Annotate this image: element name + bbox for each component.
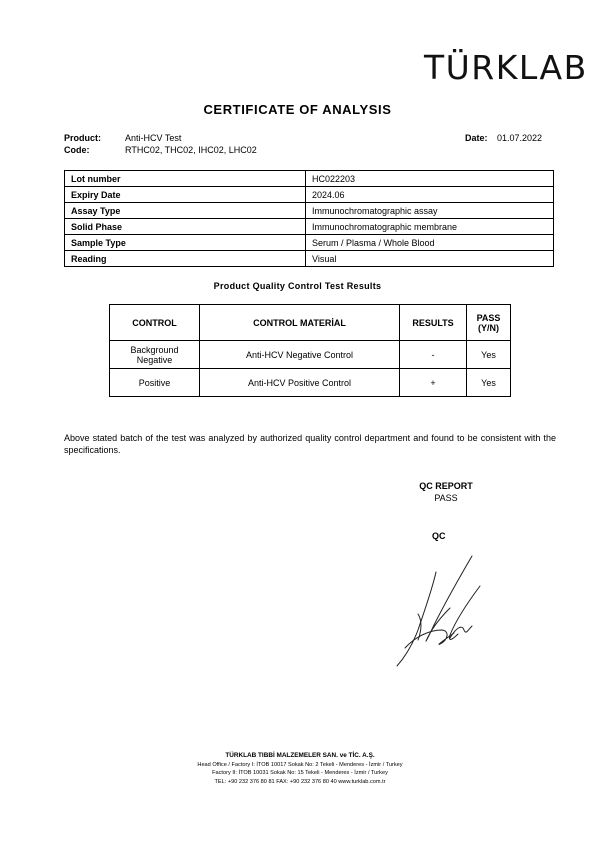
column-header-results: RESULTS bbox=[400, 305, 467, 341]
column-header-control: CONTROL bbox=[110, 305, 200, 341]
material-cell: Anti-HCV Positive Control bbox=[200, 369, 400, 397]
footer-contact: TEL: +90 232 376 80 81 FAX: +90 232 376 80 40 www.turklab.com.tr bbox=[214, 778, 386, 785]
info-label: Expiry Date bbox=[65, 187, 306, 203]
date-value: 01.07.2022 bbox=[497, 133, 543, 143]
pass-cell: Yes bbox=[467, 341, 511, 369]
result-cell: + bbox=[400, 369, 467, 397]
control-cell bbox=[110, 341, 200, 369]
turklab-logo: TÜRKLAB bbox=[424, 48, 588, 87]
info-label: Sample Type bbox=[65, 235, 306, 251]
info-value: Immunochromatographic assay bbox=[306, 203, 554, 219]
control-cell: Positive bbox=[110, 369, 200, 397]
info-label: Solid Phase bbox=[65, 219, 306, 235]
page-title: CERTIFICATE OF ANALYSIS bbox=[203, 102, 392, 117]
info-value: 2024.06 bbox=[306, 187, 554, 203]
product-value: Anti-HCV Test bbox=[125, 133, 182, 143]
qc-label: QC bbox=[432, 531, 446, 541]
info-value: Visual bbox=[306, 251, 554, 267]
table-row bbox=[65, 235, 554, 251]
table-row bbox=[110, 341, 511, 369]
statement-paragraph: Above stated batch of the test was analyzed by authorized quality control department and found to be consistent with the specifications. bbox=[64, 433, 556, 455]
material-cell: Anti-HCV Negative Control bbox=[200, 341, 400, 369]
info-value: HC022203 bbox=[306, 171, 554, 187]
info-label: Assay Type bbox=[65, 203, 306, 219]
footer-address-2: Factory II: İTOB 10031 Sokak No: 15 Tekeli - Menderes - İzmir / Turkey bbox=[212, 770, 388, 776]
table-row bbox=[65, 171, 554, 187]
qc-report-status: PASS bbox=[434, 493, 458, 503]
code-label: Code: bbox=[64, 145, 90, 155]
column-header-material: CONTROL MATERİAL bbox=[200, 305, 400, 341]
qc-report-block bbox=[408, 480, 484, 504]
table-header-row bbox=[110, 305, 511, 341]
table-row bbox=[65, 187, 554, 203]
pass-cell: Yes bbox=[467, 369, 511, 397]
qc-report-title: QC REPORT bbox=[419, 481, 473, 491]
info-label: Lot number bbox=[65, 171, 306, 187]
info-value: Serum / Plasma / Whole Blood bbox=[306, 235, 554, 251]
signature-icon bbox=[388, 550, 498, 675]
date-label: Date: bbox=[465, 133, 488, 143]
product-info-table bbox=[64, 170, 554, 267]
table-row bbox=[65, 251, 554, 267]
info-value: Immunochromatographic membrane bbox=[306, 219, 554, 235]
qc-section-title: Product Quality Control Test Results bbox=[213, 281, 382, 291]
footer-address-1: Head Office / Factory I: İTOB 10017 Sokak No: 2 Tekeli - Menderes - İzmir / Turkey bbox=[197, 761, 403, 768]
info-label: Reading bbox=[65, 251, 306, 267]
control-line1: Background bbox=[130, 344, 179, 355]
product-label: Product: bbox=[64, 133, 101, 143]
table-row bbox=[65, 203, 554, 219]
code-value: RTHC02, THC02, IHC02, LHC02 bbox=[125, 145, 257, 155]
pass-header-line1: PASS bbox=[476, 312, 501, 323]
column-header-pass bbox=[467, 305, 511, 341]
result-cell: - bbox=[400, 341, 467, 369]
company-footer bbox=[160, 752, 440, 786]
pass-header-line2: (Y/N) bbox=[478, 322, 499, 333]
footer-company: TÜRKLAB TIBBİ MALZEMELER SAN. ve TİC. A.Ş. bbox=[225, 752, 375, 759]
table-row bbox=[110, 369, 511, 397]
table-row bbox=[65, 219, 554, 235]
control-line2: Negative bbox=[136, 354, 173, 365]
qc-results-table bbox=[109, 304, 511, 397]
